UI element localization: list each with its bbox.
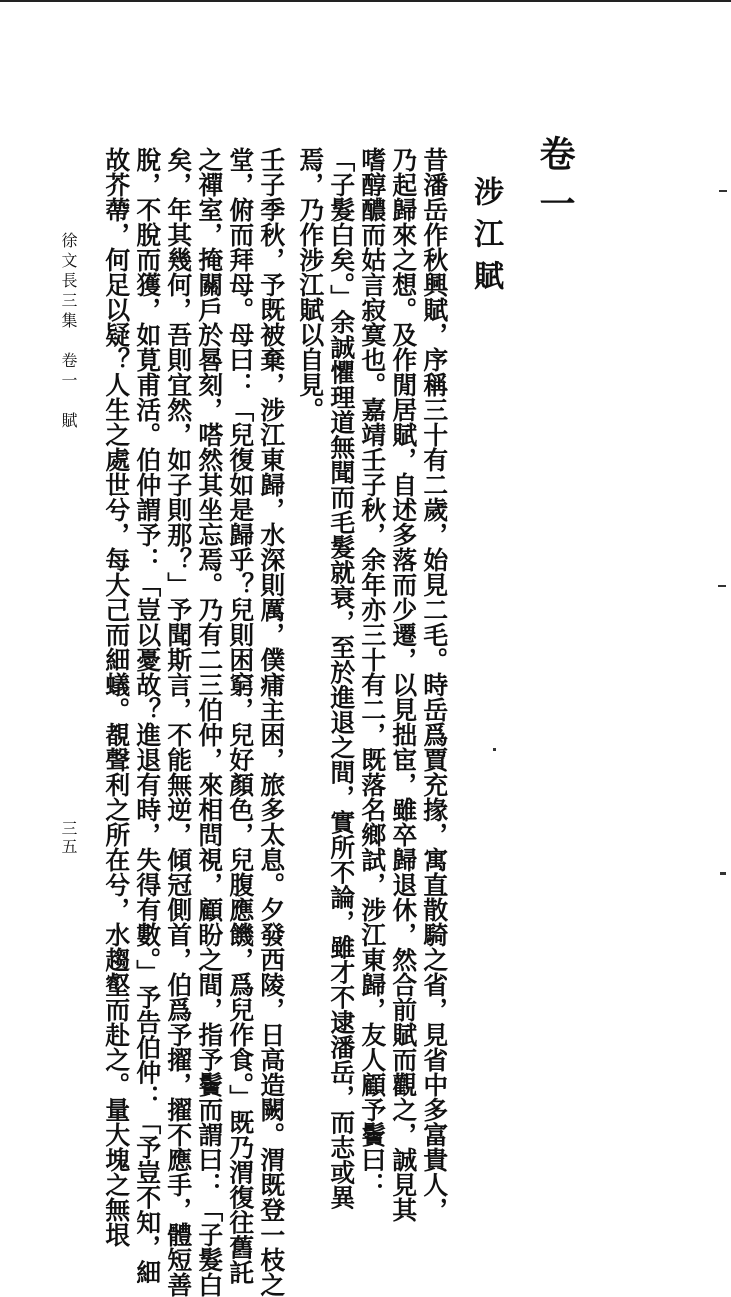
preface-line-3: 嗜醇醲而姑言寂寞也。嘉靖壬子秋，余年亦三十有二，既落名鄉試，涉江東歸，友人顧予鬢曰： bbox=[357, 147, 387, 1197]
scan-speck bbox=[718, 585, 726, 587]
page-number: 三五 bbox=[59, 820, 78, 856]
preface-line-2: 乃起歸來之想。及作閒居賦，自述多落而少遷，以見拙宦，雖卒歸退休，然合前賦而觀之，誠見其 bbox=[388, 147, 418, 1222]
body-line-1: 壬子季秋，予既被棄，涉江東歸，水深則厲，僕痡主困，旅多太息。夕發西陵，日高造闕。渭既登一枝之 bbox=[256, 147, 286, 1297]
top-border-rule bbox=[0, 0, 731, 2]
scan-speck bbox=[719, 190, 727, 192]
body-line-2: 堂，俯而拜母。母曰：「兒復如是歸乎？兒則困窮，兒好顏色，兒腹應饑，爲兒作食。」既乃渭復往舊託 bbox=[225, 147, 255, 1285]
running-head: 徐文長三集 卷一 賦 bbox=[59, 232, 78, 432]
body-line-4: 矣，年其幾何，吾則宜然，如子則那？」予聞斯言，不能無逆，傾冠側首，伯爲予擢，擢不應手，體短善 bbox=[163, 147, 193, 1297]
preface-line-1: 昔潘岳作秋興賦，序稱三十有二歲，始見二毛。時岳爲賈充掾，寓直散騎之省，見省中多富貴人， bbox=[419, 147, 449, 1222]
preface-line-4: 「子髮白矣。」余誠懼理道無聞而毛髮就衰，至於進退之間，實所不論，雖才不逮潘岳，而志或異 bbox=[326, 147, 356, 1210]
scan-speck bbox=[720, 872, 726, 875]
chapter-heading: 卷一 bbox=[534, 135, 576, 235]
work-title: 涉江賦 bbox=[468, 176, 503, 302]
preface-line-5: 焉，乃作涉江賦以自見。 bbox=[295, 147, 325, 422]
body-line-3: 之禪室，掩關戶於晷刻，嗒然其坐忘焉。乃有二三伯仲，來相問視，顧盼之間，指予鬢而謂曰：「子髮白 bbox=[194, 147, 224, 1297]
body-line-6: 故芥蔕，何足以疑？人生之處世兮，每大己而細蟻。覩聲利之所在兮，水趨壑而赴之。量大塊之無垠 bbox=[101, 147, 131, 1247]
body-line-5: 脫，不脫而獲，如莧甫活。伯仲謂予：「豈以憂故？進退有時，失得有數。」予告伯仲：「予豈不知，細 bbox=[132, 147, 162, 1285]
scan-speck bbox=[493, 748, 496, 751]
